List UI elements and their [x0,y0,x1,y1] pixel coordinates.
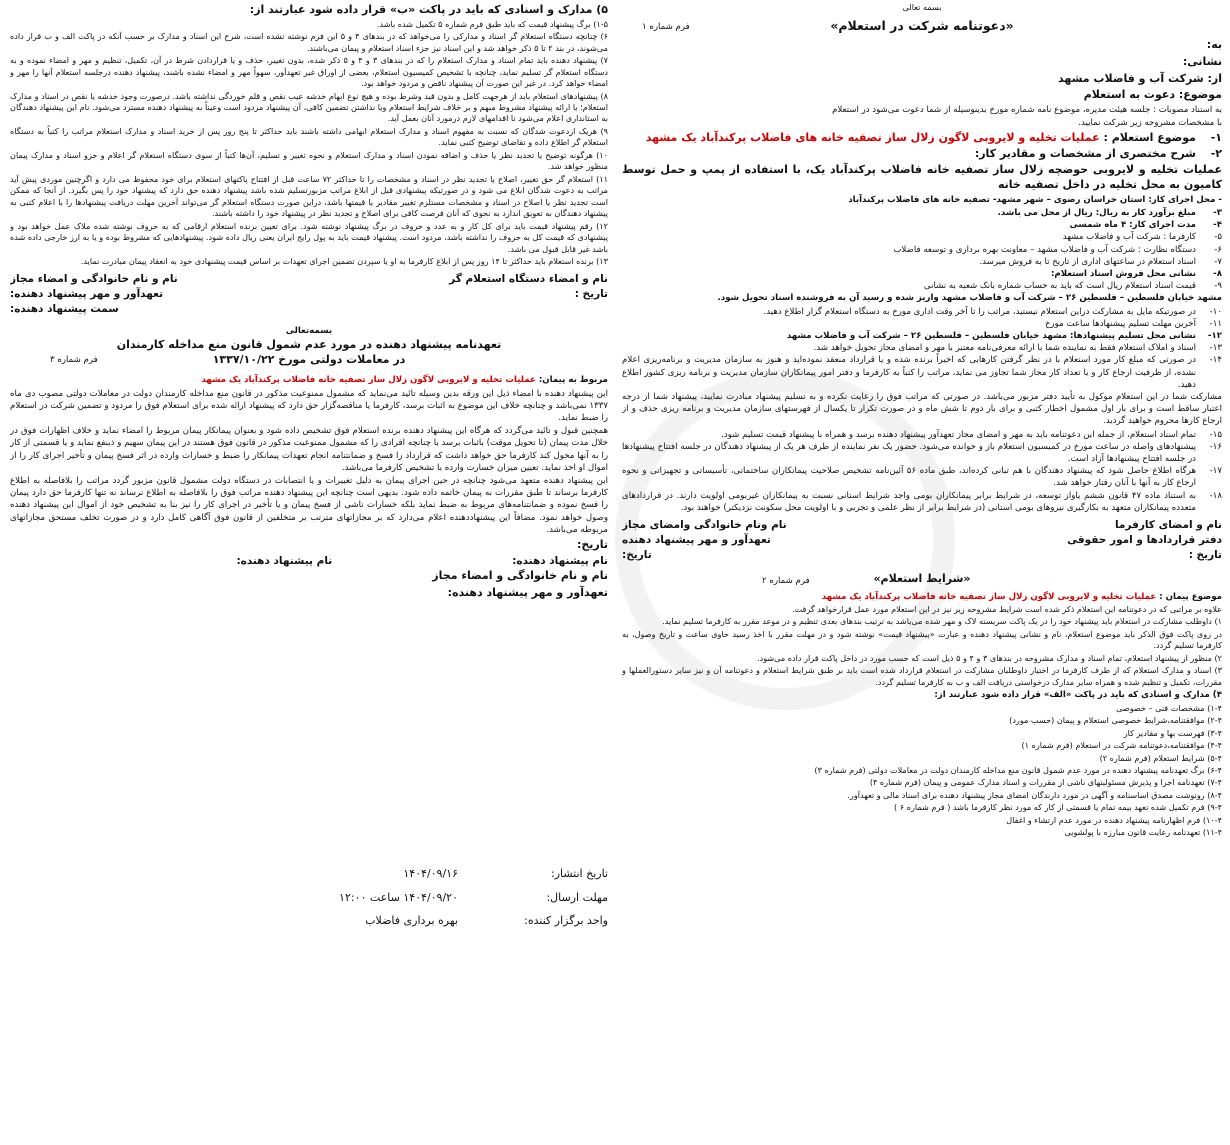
form3-subject-label: مربوط به پیمان: [538,375,608,386]
item-8-text: نشانی محل فروش اسناد استعلام: [1050,268,1196,279]
item-9-text: قیمت اسناد استعلام ریال است که باید به حساب شماره بانک شعبه به نشانی [923,281,1196,292]
item-11-text: آخرین مهلت تسلیم پیشنهادها ساعت مورخ [1044,318,1196,329]
conditions-title-row [622,567,1222,591]
item-12-text: نشانی محل تسلیم پیشنهادها: مشهد خیابان فلسطین – فلسطین ۲۶ – شرکت آب و فاضلاب مشهد [786,331,1196,341]
item-10: ۱۰- در صورتیکه مایل به مشارکت دراین استعلام نیستید، مراتب را تا آخر وقت اداری مورخ به دستگاه استعلام گزار اطلاع دهید. [622,306,1222,318]
condition-1: ۱) داوطلب مشارکت در استعلام باید پیشنهاد خود را در یک پاکت سربسته لاک و مهر شده می‌باشد به ترتیب بندهای بعدی تنظیم و در موعد مقرر به کارفرما تسلیم نماید. [662,616,1222,627]
publish-date-value: ۱۴۰۴/۰۹/۱۶ [403,867,458,880]
item-18-text: به استناد ماده ۴۷ قانون ششم یاواز توسعه، در شرایط برابر پیمانکاران بومی واجد شرایط استانی نسبت به پیمانکاران غیربومی اولویت دارند. در قراردادهای متعدده پیمانکاران متعهد به بکارگیری نیروهای بومی استانی (در شرایط برابر از نظر علمی و تجربی و با اولویت محل سکونت نزدیکتر) خواهند بود. [622,490,1196,513]
recipient-address: نشانی: [1182,55,1222,69]
bidder-seal-label: تعهدآور و مهر پیشنهاد دهنده [622,533,771,546]
authorized-signature-label: نام و نام خانوادگی و امضاء مجاز [10,272,178,285]
item-15-text: تمام اسناد استعلام، از جمله این دعوتنامه باید به مهر و امضای مجاز تعهدآور پیشنهاد دهنده برسد و همراه با پیشنهاد قیمت تسلیم شود. [721,429,1196,440]
intro-line-1: به استناد مصوبات : جلسه هیئت مدیره، موضوع نامه شماره مورخ بدینوسیله از شما دعوت می‌شود در استعلام [832,104,1222,115]
bidder-position-label: سمت پیشنهاد دهنده: [10,302,119,315]
condition-10: ۱۰) هرگونه توضیح یا تجدید نظر یا حذف و اضافه نمودن اسناد و مدارک استعلام و نحوه تغییر و تسلیم، آن‌ها کتباً از سوی دستگاه استعلام گر اعلام و جزو اسناد و مدارک پیمان منظور خواهد شد. [10,149,608,172]
conditions-subject-value: عملیات تخلیه و لایروبی لاگون زلال ساز تصفیه خانه فاضلاب پرکندآباد یک مشهد [821,591,1157,602]
item-7-text: اسناد استعلام در ساعتهای اداری از تاریخ تا به فروش میرسد. [979,256,1196,267]
condition-2: ۲) منظور از پیشنهاد استعلام، تمام اسناد و مدارک مشروحه در بندهای ۳ و ۴ و ۵ ذیل است که حسب مورد در داخل پاکت قرار داده می‌شود. [757,652,1222,663]
conditions-subject-label: موضوع پیمان : [1159,591,1222,602]
list-item: ۵-۴) شرایط استعلام (فرم شماره ۲) [1099,752,1222,763]
list-item: ۶-۴) برگ تعهدنامه پیشنهاد دهنده در مورد عدم شمول قانون منع مداخله کارمندان دولت در معاملات دولتی (فرم شماره ۳) [814,764,1222,775]
sender: از: شرکت آب و فاضلاب مشهد [1057,71,1222,85]
item-17-text: هرگاه اطلاع حاصل شود که پیشنهاد دهندگان با هم تبانی کرده‌اند، طبق ماده ۵۶ آئین‌نامه تشخیص صلاحیت پیمانکاران ساختمانی، تأسیساتی و تجهیزاتی و نحوه ارجاع کار به آنها با آنان رفتار خواهد شد. [622,466,1196,489]
item-13: ۱۳- اسناد و املاک استعلام فقط به نماینده شما با ارائه معرفی‌نامه معتبر با مهر و امضای مجاز تحویل خواهد شد. [622,342,1222,354]
item-12: ۱۲- نشانی محل تسلیم پیشنهادها: مشهد خیابان فلسطین – فلسطین ۲۶ – شرکت آب و فاضلاب مشهد [622,330,1222,342]
publish-date-label: تاریخ انتشار: [550,867,608,880]
item-18: ۱۸- به استناد ماده ۴۷ قانون ششم یاواز توسعه، در شرایط برابر پیمانکاران بومی واجد شرایط استانی نسبت به پیمانکاران غیربومی اولویت دارند. در قراردادهای متعدده پیمانکاران متعهد به بکارگیری نیروهای بومی استانی (در شرایط برابر از نظر علمی و تجربی و با اولویت محل سکونت نزدیکتر) خواهند بود. [622,490,1222,513]
inquirer-signature-label: نام و امضاء دستگاه استعلام گر [449,272,608,285]
deadline-value: ۱۴۰۴/۰۹/۲۰ ساعت ۱۲:۰۰ [339,890,458,904]
conditions-signatures-2 [10,287,608,302]
list-item: ۴-۴) موافقتنامه،دعوتنامه شرکت در استعلام (فرم شماره ۱) [1021,740,1222,751]
inquirer-date-label: تاریخ : [574,287,608,300]
condition-4-list [622,703,1222,839]
list-item: ۹-۴) فرم تکمیل شده تعهد بیمه تمام یا قسمتی از کار که مورد نظر کارفرما باشد ( فرم شماره ۶ ) [894,802,1222,813]
deadline-row [10,890,608,906]
form3-paragraph-1: این پیشنهاد دهنده با امضاء ذیل این ورقه بدین وسیله تائید می‌نماید که مشمول ممنوعیت مذکور در قانون منع مداخله کارمندان دولت در معاملات دولتی مصوب دی ماه ۱۳۳۷ نمی‌باشد و چنانچه خلاف این موضوع به اثبات برسد، کارفرما یا مناقصه‌گزار حق دارد که پیشنهاد ارائه شده برای استعلام فوق را مردود و تضمین شرکت در استعلام را ضبط نماید. [10,388,608,423]
organizer-label: واحد برگزار کننده: [524,914,608,928]
condition-6: ۶) چنانچه دستگاه استعلام گر اسناد و مدارکی را می‌خواهد که در بندهای ۴ و ۵ این فرم نوشته نشده است، شرح این اسناد و مدارک بر حسب آنکه در پاکت الف و ب قرار داده می‌شوند، در بند ۲ تا ۵ ذکر خواهد شد و این اسناد نیز جزء اسناد استعلام و پیمان می‌باشند. [10,31,608,53]
item-1-label: موضوع استعلام : [1103,131,1196,145]
item-13-text: اسناد و املاک استعلام فقط به نماینده شما با ارائه معرفی‌نامه معتبر با مهر و امضای مجاز تحویل خواهد شد. [813,343,1196,354]
conditions-subject [622,591,1222,603]
form3-bidder-name-label-2: نام پیشنهاد دهنده: [236,554,333,567]
item-10-text: در صورتیکه مایل به مشارکت دراین استعلام نیستید، مراتب را تا آخر وقت اداری مورخ به دستگاه استعلام گزار اطلاع دهید. [763,306,1196,317]
condition-7: ۷) پیشنهاد دهنده باید تمام اسناد و مدارک استعلام را که در بندهای ۳ و ۴ و ۵ ذکر شده، بدون تغییر، حذف و یا قراردادن شرط در آن، تکمیل، تنظیم و مهر و امضاء نموده و به دستگاه استعلام گر تسلیم نماید، چنانچه با تشخیص کمیسیون استعلام، بعضی از اوراق غیر تعهدآور، سهواً مهر و امضاء نشده باشند، پیشنهاد دهنده درجلسه استعلام آنها را مهر و امضاء خواهد کرد. در غیر این صورت آن پیشنهاد ناقص و مردود خواهد بود. [10,55,608,89]
condition-5-1: ۱-۵) برگ پیشنهاد قیمت که باید طبق فرم شماره ۵ تکمیل شده باشد. [376,18,608,29]
item-2-text: شرح مختصری از مشخصات و مقادیر کار: [974,146,1196,160]
recipient: به: [1206,38,1222,52]
condition-11: ۱۱) استعلام گر حق تغییر، اصلاح یا تجدید نظر در اسناد و مشخصات را تا حداکثر ۷۲ ساعت قبل از افتتاح پاکتهای استعلام برای خود محفوظ می دارد و اگرچنین موردی پیش آید مراتب به دعوت شدگان ابلاغ می شود و در صورتیکه پیشنهادی قبل از ابلاغ مراتب مزبورتسلیم شده باشد پیشنهاد دهنده حق دارد که پیشنهاد خود را پس بگیرد. از آنجا که ممکن است تجدید نظر یا اصلاح در اسناد و مشخصات مستلزم تغییر مقادیر یا قیمتها باشد، دراین صورت دستگاه استعلام گر می‌تواند آخرین مهلت دریافت پیشنهادها را با اعلام کتبی به پیشنهاد دهندگان به تعویق اندازد به نحوی که آنان فرصت کافی برای اصلاح و تجدید نظر در پیشنهاد خود را داشته باشند. [10,173,608,219]
form-number: فرم شماره ۱ [642,22,690,33]
employer-date-label: تاریخ : [1188,548,1222,561]
invitation-signatures-2 [622,533,1222,548]
conditions-signatures-1 [10,272,608,287]
item-14-continued: مشارکت شما در این استعلام موکول به تأیید دفتر مزبور می‌باشد. در صورتی که مراتب فوق را رعایت نکرده و به تسلیم پیشنهاد مبادرت نمایید، پیشنهاد شما از درجه اعتبار ساقط است و برای بار اول مشمول اخطار کتبی و برای بار دوم تا شش ماه و در صورت تکرار تا یکسال از فهرستهای سازمان مدیریت و برنامه ریزی حذف و از ارجاع کارها محروم خواهید گردید. [622,392,1222,427]
item-3: ۳- مبلغ برآورد کار به ریال: ریال از محل می باشد. [622,207,1222,219]
condition-12: ۱۲) رقم پیشنهاد قیمت باید برای کل کار و به عدد و حروف در برگ پیشنهاد نوشته شود. برای تعیین برنده استعلام ارقامی که به حروف نوشته شده ملاک عمل خواهد بود و پیشنهادی که قیمت کل به حروف را نداشته باشد، مردود است. پیشنهاد قیمت باید به پول رایج ایران یعنی ریال داده شود. پیشنهادهایی که مشروط بوده و یا به ارز خارجی داده شده باشد غیر قابل قبول می باشد. [10,220,608,254]
condition-13: ۱۳) برنده استعلام باید حداکثر تا ۱۴ روز پس از ابلاغ کارفرما به او یا سپردن تضمین اجرای تعهدات بر اساس قیمت پیشنهادی خود به انعقاد پیمان مبادرت نماید. [80,256,608,267]
form3-date: تاریخ: [576,537,608,551]
form3-paragraph-2: همچنین قبول و تائید می‌گردد که هرگاه این پیشنهاد دهنده برنده استعلام فوق تشخیص داده شود و بعنوان پیمانکار پیمان مربوط را امضاء نماید و خلاف اظهارات فوق در خلال مدت پیمان (تا تحویل موقت) باثبات برسد یا چنانچه افرادی را که مشمول ممنوعیت مذکور در قانون فوق هستند در این پیمان سهیم و ذینفع نماید و یا قسمتی از کار را به آنها محول کند کارفرما حق خواهد داشت که قرارداد را فسخ و ضمانتنامه انجام تعهدات پیمانکار را ضبط و خسارات وارده در اثر فسخ پیمان و تأخیر اجرای کار را از اموال او اخذ نماید. تعیین میزان خسارت وارده با تشخیص کارفرما می‌باشد. [10,426,608,473]
form3-number: فرم شماره ۳ [50,355,98,366]
item-15: ۱۵- تمام اسناد استعلام، از جمله این دعوتنامه باید به مهر و امضای مجاز تعهدآور پیشنهاد دهنده برسد و همراه با پیشنهاد قیمت تسلیم شود. [622,429,1222,441]
form3-bismillah: بسمه‌تعالی [285,325,333,336]
publish-date-row [10,866,608,882]
item-5-text: کارفرما : شرکت آب و فاضلاب مشهد [1062,232,1196,243]
item-14: ۱۴- در صورتی که مبلغ کار مورد استعلام با در نظر گرفتن کارهایی که اخیراً برنده شده و یا قرارداد منعقد نموده‌اید و هنوز به سازمان مدیریت و برنامه‌ریزی اعلام نشده، از ظرفیت ارجاع کار و یا تعداد کار مجاز شما تجاوز می نماید، مراتب را کتباً به کارفرما و دفتر امور پیمانکاران سازمان مدیریت و برنامه ریزی کشور اطلاع دهید. [622,355,1222,390]
item-7: ۷- اسناد استعلام در ساعتهای اداری از تاریخ تا به فروش میرسد. [622,256,1222,268]
form3-signatures-0 [10,554,608,569]
item-5: ۵- کارفرما : شرکت آب و فاضلاب مشهد [622,231,1222,243]
organizer-row [10,913,608,929]
conditions-signatures-3 [10,302,608,317]
conditions-intro: علاوه بر مراتبی که در دعوتنامه این استعلام ذکر شده است شرایط مشروحه زیر نیز در این استعلام مورد عمل قرارخواهد گرفت. [792,603,1222,614]
item-2: ۲- شرح مختصری از مشخصات و مقادیر کار: [622,146,1222,162]
organizer-value: بهره برداری فاضلاب [365,914,458,928]
bismillah: بسمه تعالی [902,2,942,12]
form3-paragraph-3: این پیشنهاد دهنده متعهد می‌شود چنانچه در حین اجرای پیمان به دلیل تغییرات و یا انتصابات در دستگاه دولت مشمول قانون مزبور گردد مراتب را بلافاصله به اطلاع کارفرما برساند تا طبق مقررات به پیمان خاتمه داده شود. بدیهی است چنانچه این پیشنهاد دهنده مراتب فوق را بلافاصله به اطلاع نرساند نه تنها کارفرما حق دارد پیمان را فسخ نموده و ضمانتنامه‌های مربوط به ضبط نماید بلکه خسارات ناشی از فسخ پیمان و یا تأخیر در اجرای کار را نیز بنا به تشخیص خود از اموال این پیشنهاد دهنده وصول خواهد نمود. مضافاً این پیشنهاددهنده اعلام می‌دارد که بر مجازاتهای مترتب بر متخلفین از قانون فوق آگاهی کامل دارد و در صورت تخلف مستحق مجازاتهای مربوطه می‌باشد. [10,475,608,535]
item-16: ۱۶- پیشنهادهای واصله در ساعت مورخ در کمیسیون استعلام باز و خوانده می‌شود. حضور یک نفر نماینده از طرف هر یک از پیشنهاد دهندگان در جلسه افتتاح پیشنهادها در جلسه افتتاح پیشنهادها آزاد است. [622,441,1222,465]
invitation-column [622,2,1222,1142]
form3-title-row [10,352,608,370]
subject: موضوع: دعوت به استعلام [1083,88,1222,102]
form3-title-1: تعهدنامه پیشنهاد دهنده در مورد عدم شمول قانون منع مداخله کارمندان [116,337,502,351]
condition-8: ۸) پیشنهادهای استعلام باید از هرجهت کامل و بدون قید وشرط بوده و هیچ نوع ابهام خدشه عیب نقص و قلم خوردگی نداشته باشد. درصورت وجود خدشه یا نقص در اسناد و مدارک استعلام؛ یا ارائه پیشنهاد مشروط مبهم و بر خلاف شرایط استعلام ویا نداشتن تضمین کافی، آن پیشنهاد مردود است وعیناً به پیشنهاد دهنده مسترد می‌شود. نام این پیشنهاد دهندگان به استانداری اعلام می‌شود تا اقدامهای لازم درمورد آنان بعمل آید. [10,90,608,124]
form3-signature-1: نام و نام خانوادگی و امضاء مجاز [432,569,608,583]
condition-4: ۴) مدارک و اسنادی که باید در پاکت «الف» قرار داده شود عبارتند از: [934,690,1222,701]
item-6: ۶- دستگاه نظارت : شرکت آب و فاضلاب مشهد – معاونت بهره برداری و توسعه فاضلاب [622,244,1222,256]
conditions-form-number: فرم شماره ۲ [762,575,810,586]
employer-signature-label: نام و امضای کارفرما [1114,519,1222,532]
conditions-column [10,2,608,1142]
condition-9: ۹) هریک ازدعوت شدگان که نسبت به مفهوم اسناد و مدارک استعلام ابهامی داشته باشند باید حداکثر تا پنج روز پس از خرید اسناد و مدارک استعلام مراتب را کتباً به دستگاه استعلام گر اطلاع داده و تقاضای توضیح کتبی نماید. [10,125,608,148]
item-4: ۴- مدت اجرای کار: ۴ ماه شمسی [622,219,1222,231]
announcement-meta [10,866,608,937]
form3-title-2: در معاملات دولتی مورخ ۱۳۳۷/۱۰/۲۲ [212,353,406,367]
list-item: ۳-۴) فهرست بها و مقادیر کار [1123,727,1222,738]
bidder-seal-label-2: تعهدآور و مهر پیشنهاد دهنده: [10,287,164,300]
item-14-text: در صورتی که مبلغ کار مورد استعلام با در نظر گرفتن کارهایی که اخیراً برنده شده و یا قرارداد منعقد نموده‌اید و هنوز به سازمان مدیریت و برنامه‌ریزی اعلام نشده، از ظرفیت ارجاع کار و یا تعداد کار مجاز شما تجاوز می نماید، مراتب را کتباً به کارفرما و دفتر امور پیمانکاران سازمان مدیریت و برنامه ریزی کشور اطلاع دهید. [622,355,1196,390]
condition-3: ۳) اسناد و مدارک استعلام که از طرف کارفرما در اختیار داوطلبان مشارکت در استعلام قرارداد شده است باید بر طبق شرایط استعلام و دعوتنامه آن و نیز سایر دستورالعملها و مقررات، تکمیل و تنظیم شده و همراه سایر مدارک درخواستی دریافت الف و ب به کارفرما تسلیم گردد. [622,665,1222,687]
form3-bidder-name-label: نام پیشنهاد دهنده: [512,554,608,567]
list-item: ۱-۴) مشخصات فنی – خصوصی [1116,702,1222,713]
list-item: ۱۱-۴) تعهدنامه رعایت قانون مبارزه با پولشویی [1064,827,1222,838]
item-3-text: مبلغ برآورد کار به ریال: ریال از محل می باشد. [997,207,1196,218]
condition-5-title: ۵) مدارک و اسنادی که باید در پاکت «ب» قرار داده شود عبارتند از: [249,3,608,16]
form3-signature-2: تعهدآور و مهر پیشنهاد دهنده: [447,586,608,600]
list-item: ۷-۴) تعهدنامه اجرا و پذیرش مسئولیتهای ناشی از مقررات و اسناد مدارک عمومی و پیمان (فرم شماره ۴) [869,777,1222,788]
deadline-label: مهلت ارسال: [546,890,608,904]
item-1: ۱- موضوع استعلام : عملیات تخلیه و لایروبی لاگون زلال ساز تصفیه خانه های فاضلاب پرکندآباد یک مشهد [645,131,1222,145]
form3-subject-value: عملیات تخلیه و لایروبی لاگون زلال ساز تصفیه خانه فاضلاب پرکندآباد یک مشهد [201,375,536,386]
condition-1b: در روی پاکت فوق الذکر باید موضوع استعلام، نام و نشانی پیشنهاد دهنده و عبارت «پیشنهاد قیمت» نوشته شود و در مهلت مقرر با اخذ رسید حاوی ساعت و تاریخ وصول، به کارفرما تسلیم گردد. [622,628,1222,651]
invitation-signatures-3 [622,548,1222,563]
item-11: ۱۱- آخرین مهلت تسلیم پیشنهادها ساعت مورخ [622,318,1222,330]
bidder-signature-label: نام ونام خانوادگی وامضای مجاز [622,519,787,532]
item-6-text: دستگاه نظارت : شرکت آب و فاضلاب مشهد – معاونت بهره برداری و توسعه فاضلاب [893,244,1196,255]
conditions-title: «شرایط استعلام» [873,571,971,585]
invitation-title: «دعوتنامه شرکت در استعلام» [830,18,1014,34]
item-9-address: مشهد خیابان فلسطین – فلسطین ۲۶ – شرکت آب و فاضلاب مشهد واریز شده و رسید آن به فروشنده اسناد تحویل شود. [717,293,1222,304]
invitation-signatures-1 [622,518,1222,533]
item-16-text: پیشنهادهای واصله در ساعت مورخ در کمیسیون استعلام باز و خوانده می‌شود. حضور یک نفر نماینده از طرف هر یک از پیشنهاد دهندگان در جلسه افتتاح پیشنهادها در جلسه افتتاح پیشنهادها آزاد است. [622,441,1196,465]
item-8: ۸- نشانی محل فروش اسناد استعلام: [622,268,1222,280]
contracts-office-label: دفتر قراردادها و امور حقوقی [1067,533,1222,546]
inquiry-subject: عملیات تخلیه و لایروبی لاگون زلال ساز تصفیه خانه های فاضلاب پرکندآباد یک مشهد [645,131,1100,145]
work-location: - محل اجرای کار: استان خراسان رضوی – شهر مشهد- تصفیه خانه های فاضلاب پرکندآباد [848,194,1222,205]
list-item: ۲-۴) موافقتنامه،شرایط خصوصی استعلام و پیمان (حسب مورد) [1009,715,1222,726]
invitation-title-row [622,13,1222,37]
intro-line-2: با مشخصات مشروحه زیر شرکت نمایید. [1078,118,1222,129]
work-description: عملیات تخلیه و لایروبی حوضچه زلال ساز تصفیه خانه فاضلاب پرکندآباد یک، با استفاده از پمپ و حمل توسط کامیون به محل تخلیه در داخل تصفیه خانه [622,162,1222,192]
list-item: ۱۰-۴) فرم اظهارنامه پیشنهاد دهنده در مورد عدم ارتشاء و اغفال [1006,814,1222,825]
list-item: ۸-۴) رونوشت مصدق اساسنامه و آگهی در مورد دارندگان امضای مجاز پیشنهاد دهنده برای اسناد مالی و تعهدآور. [847,789,1222,800]
item-4-text: مدت اجرای کار: ۴ ماه شمسی [1069,220,1196,231]
bidder-date-label: تاریخ: [622,548,652,561]
item-17: ۱۷- هرگاه اطلاع حاصل شود که پیشنهاد دهندگان با هم تبانی کرده‌اند، طبق ماده ۵۶ آئین‌نامه تشخیص صلاحیت پیمانکاران ساختمانی، تأسیساتی و تجهیزاتی و نحوه ارجاع کار به آنها با آنان رفتار خواهد شد. [622,466,1222,489]
form3-subject [10,374,608,386]
item-9: ۹- قیمت اسناد استعلام ریال است که باید به حساب شماره بانک شعبه به نشانی [622,280,1222,292]
